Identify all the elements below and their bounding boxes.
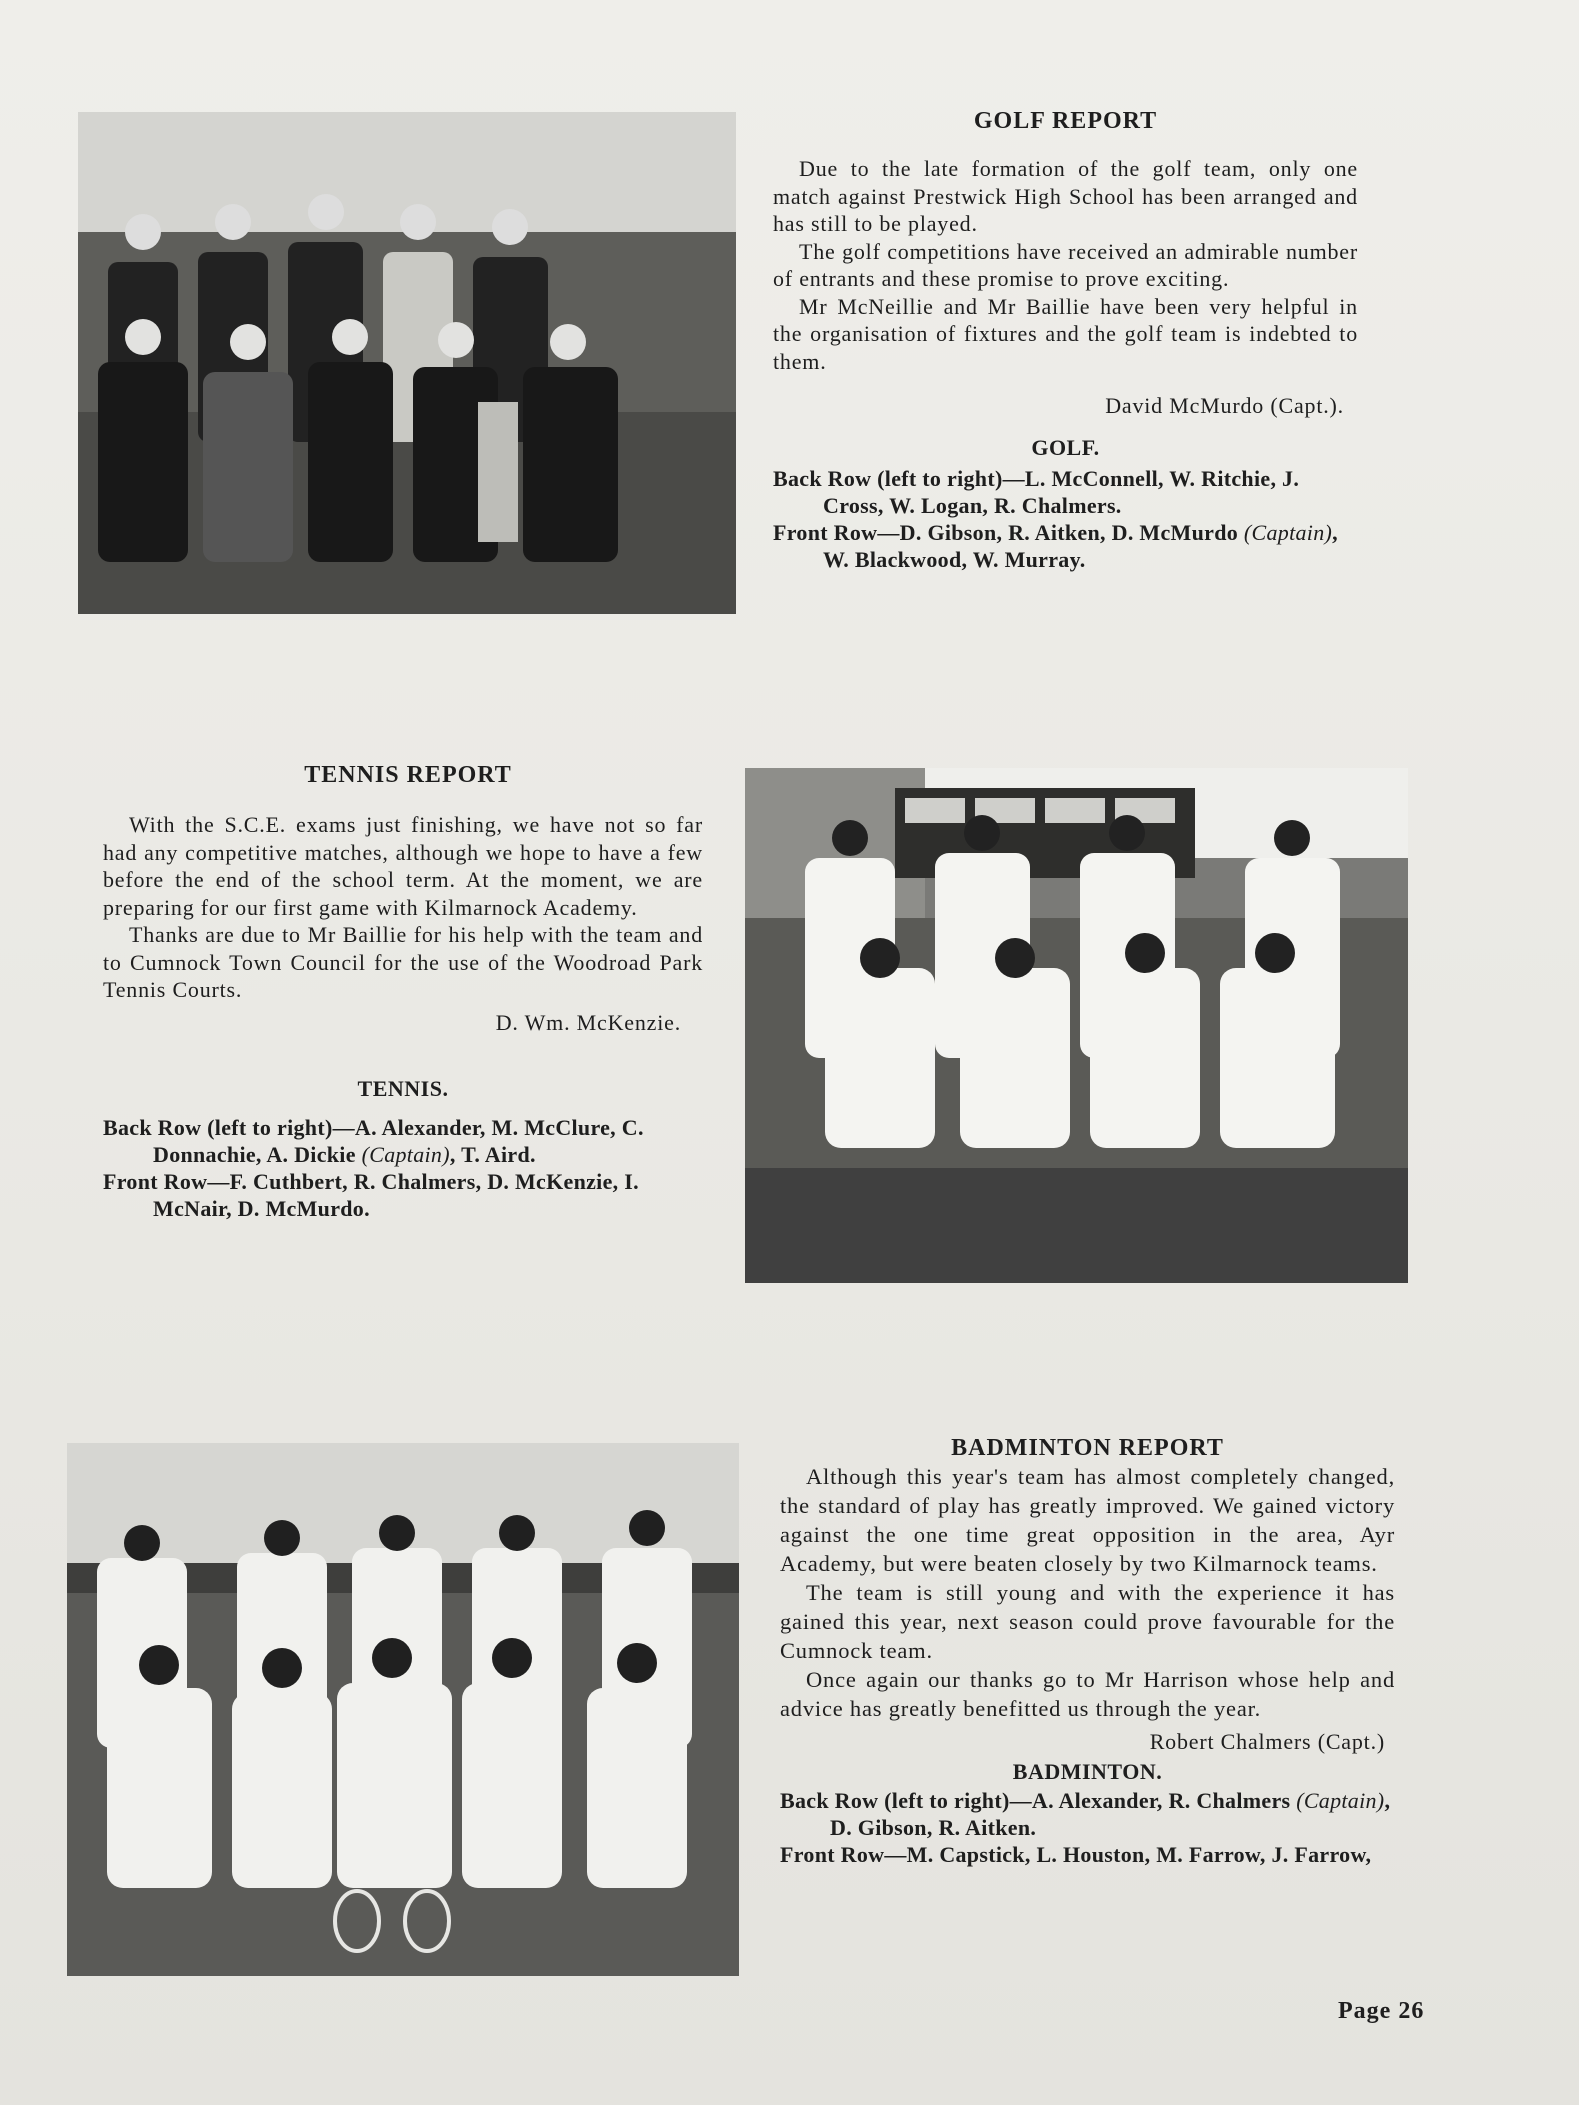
front-row-label: Front Row— <box>103 1168 230 1194</box>
front-row-label: Front Row— <box>773 520 900 545</box>
back-row-names: A. Alexander, R. Chalmers <box>1031 1788 1291 1813</box>
front-row-names: F. Cuthbert, R. Chalmers, D. McKenzie, I. McNair, D. McMurdo. <box>153 1168 639 1221</box>
back-row-names: , T. Aird. <box>449 1141 536 1167</box>
back-row-names: A. Alexander, M. McClure, C. Donnachie, A. Dickie <box>153 1114 644 1167</box>
tennis-paragraph: Thanks are due to Mr Baillie for his help with the team and to Cumnock Town Council for the use of the Woodroad Park Tennis Courts. <box>103 922 703 1002</box>
front-row-names: M. Capstick, L. Houston, M. Farrow, J. Farrow, <box>906 1842 1372 1867</box>
tennis-report <box>103 762 703 1222</box>
golf-paragraph: Mr McNeillie and Mr Baillie have been very helpful in the organisation of fixtures and the golf team is indebted to them. <box>773 293 1358 374</box>
badminton-paragraph: Although this year's team has almost completely changed, the standard of play has greatly improved. We gained victory against the one time great opposition in the area, Ayr Academy, but were beaten closely by two Kilmarnock teams. <box>780 1464 1395 1576</box>
back-row-label: Back Row (left to right)— <box>780 1788 1032 1813</box>
tennis-roster <box>103 1114 703 1222</box>
badminton-team-title: BADMINTON. <box>1012 1759 1163 1784</box>
tennis-team-title: TENNIS. <box>357 1075 449 1101</box>
back-row-names: , D. Gibson, R. Aitken. <box>830 1788 1391 1840</box>
back-row-label: Back Row (left to right)— <box>103 1114 355 1140</box>
captain-note: (Captain) <box>1296 1788 1385 1813</box>
badminton-roster <box>780 1787 1395 1868</box>
tennis-signature: D. Wm. McKenzie. <box>495 1009 681 1035</box>
golf-paragraph: The golf competitions have received an admirable number of entrants and these promise to prove exciting. <box>773 238 1358 291</box>
back-row-label: Back Row (left to right)— <box>773 466 1025 491</box>
page-number: Page 26 <box>1338 1998 1425 2024</box>
golf-report <box>773 108 1358 573</box>
tennis-team-photo <box>745 768 1408 1283</box>
golf-report-heading: GOLF REPORT <box>973 108 1158 134</box>
badminton-paragraph: Once again our thanks go to Mr Harrison whose help and advice has greatly benefitted us through the year. <box>780 1667 1395 1721</box>
tennis-paragraph: With the S.C.E. exams just finishing, we have not so far had any competitive matches, although we hope to have a few before the end of the school term. At the moment, we are preparing for our first game with Kilmarnock Academy. <box>103 812 703 920</box>
badminton-team-photo <box>67 1443 739 1976</box>
golf-paragraph: Due to the late formation of the golf team, only one match against Prestwick High School has been arranged and has still to be played. <box>773 156 1358 236</box>
front-row-names: D. Gibson, R. Aitken, D. McMurdo <box>899 520 1239 545</box>
golf-roster <box>773 465 1358 573</box>
golf-signature: David McMurdo (Capt.). <box>1105 393 1344 418</box>
badminton-signature: Robert Chalmers (Capt.) <box>1149 1729 1385 1754</box>
captain-note: (Captain) <box>1243 520 1333 545</box>
badminton-report-heading: BADMINTON REPORT <box>951 1435 1224 1461</box>
back-row-names: L. McConnell, W. Ritchie, J. Cross, W. Logan, R. Chalmers. <box>823 466 1300 518</box>
badminton-paragraph: The team is still young and with the experience it has gained this year, next season could prove favourable for the Cumnock team. <box>780 1580 1395 1663</box>
captain-note: (Captain) <box>361 1141 450 1167</box>
golf-team-title: GOLF. <box>1031 435 1100 460</box>
golf-team-photo <box>78 112 736 614</box>
front-row-label: Front Row— <box>780 1842 907 1867</box>
tennis-report-heading: TENNIS REPORT <box>304 762 512 788</box>
front-row-names: , W. Blackwood, W. Murray. <box>823 520 1338 572</box>
badminton-report <box>780 1435 1395 1868</box>
